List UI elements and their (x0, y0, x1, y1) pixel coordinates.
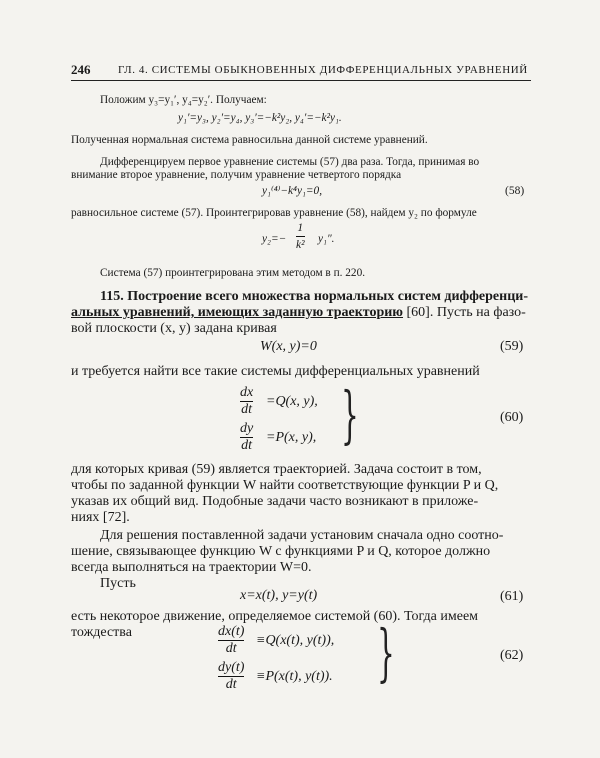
small-line-4: внимание второе уравнение, получим уравнение четвертого порядка (71, 169, 402, 181)
running-title: ГЛ. 4. СИСТЕМЫ ОБЫКНОВЕННЫХ ДИФФЕРЕНЦИАЛЬНЫХ УРАВНЕНИЙ (118, 64, 528, 76)
formula-fraction-numerator: 1 (297, 222, 304, 234)
para3-let: Пусть (100, 576, 136, 591)
eq60-frac-1-denominator: dt (241, 402, 253, 417)
section-heading-line-2 (71, 305, 526, 321)
eq60-frac-2 (240, 421, 253, 454)
para4-line-2: тождества (71, 625, 132, 640)
para2-line-1: Для решения поставленной задачи установим сначала одно соотно- (100, 528, 504, 543)
small-line-6: Система (57) проинтегрирована этим методом в п. 220. (100, 267, 366, 279)
body-line-curve: вой плоскости (x, y) задана кривая (71, 321, 277, 336)
eq62-rhs-2: ≡P(x(t), y(t)). (256, 669, 333, 684)
para2-line-3: всегда выполняться на траектории W=0. (71, 560, 312, 575)
equation-58-number: (58) (505, 185, 525, 197)
eq60-rhs-1: =Q(x, y), (266, 394, 318, 409)
eq62-frac-1-denominator: dt (218, 640, 244, 657)
para2-line-2: шение, связывающее функцию W с функциями P и Q, которое должно (71, 544, 491, 559)
para1-line-3: указав их общий вид. Подобные задачи часто возникают в приложе- (71, 494, 479, 509)
eq60-rhs-2: =P(x, y), (266, 430, 317, 445)
page-number: 246 (71, 62, 91, 77)
equation-61-number: (61) (500, 589, 524, 604)
section-heading-line-1: 115. Построение всего множества нормальных систем дифференци- (100, 289, 528, 304)
formula-rhs: y₁″. (318, 233, 335, 245)
equation-61: x=x(t), y=y(t) (240, 588, 318, 603)
para1-line-1: для которых кривая (59) является траекторией. Задача состоит в том, (71, 462, 482, 477)
para1-line-2: чтобы по заданной функции W найти соответствующие функции P и Q, (71, 478, 499, 493)
small-line-2: Полученная нормальная система равносильна данной системе уравнений. (71, 134, 428, 146)
equation-59: W(x, y)=0 (260, 339, 317, 354)
eq62-frac-2-numerator: dy(t) (218, 660, 245, 675)
equation-62-number: (62) (500, 648, 524, 663)
para1-line-4: ниях [72]. (71, 510, 130, 525)
para4-line-1: есть некоторое движение, определяемое системой (60). Тогда имеем (71, 609, 479, 624)
eq60-frac-1 (240, 385, 253, 418)
eq62-right-brace: } (377, 616, 395, 689)
equation-58: y₁⁽⁴⁾−k⁴y₁=0, (262, 185, 323, 197)
header-rule (71, 80, 531, 81)
eq62-frac-2 (218, 660, 244, 693)
formula-fraction (296, 220, 305, 253)
eq62-frac-1 (218, 624, 244, 657)
eq60-right-brace: } (341, 378, 359, 451)
equation-59-number: (59) (500, 339, 524, 354)
eq62-frac-2-denominator: dt (218, 676, 244, 693)
small-system: y₁′=y₃, y₂′=y₄, y₃′=−k²y₂, y₄′=−k²y₁. (178, 112, 342, 124)
equation-60-number: (60) (500, 410, 524, 425)
reference-60: [60]. (406, 305, 434, 320)
eq62-frac-1-numerator: dx(t) (218, 624, 245, 639)
eq60-frac-2-denominator: dt (241, 438, 253, 453)
eq60-frac-2-numerator: dy (240, 421, 254, 436)
formula-fraction-denominator: k² (296, 236, 305, 253)
eq62-rhs-1: ≡Q(x(t), y(t)), (256, 633, 335, 648)
small-line-5: равносильное системе (57). Проинтегрировав уравнение (58), найдем y₂ по формуле (71, 207, 477, 219)
small-line-3: Дифференцируем первое уравнение системы (57) два раза. Тогда, принимая во (100, 156, 480, 168)
section-heading-part-2: альных уравнений, имеющих заданную траекторию (71, 305, 404, 320)
heading-continuation: Пусть на фазо- (433, 305, 526, 320)
small-line-1: Положим y₃=y₁′, y₄=y₂′. Получаем: (100, 94, 267, 106)
body-line-systems: и требуется найти все такие системы дифференциальных уравнений (71, 364, 480, 379)
formula-lhs: y₂=− (262, 233, 287, 245)
eq60-frac-1-numerator: dx (240, 385, 254, 400)
